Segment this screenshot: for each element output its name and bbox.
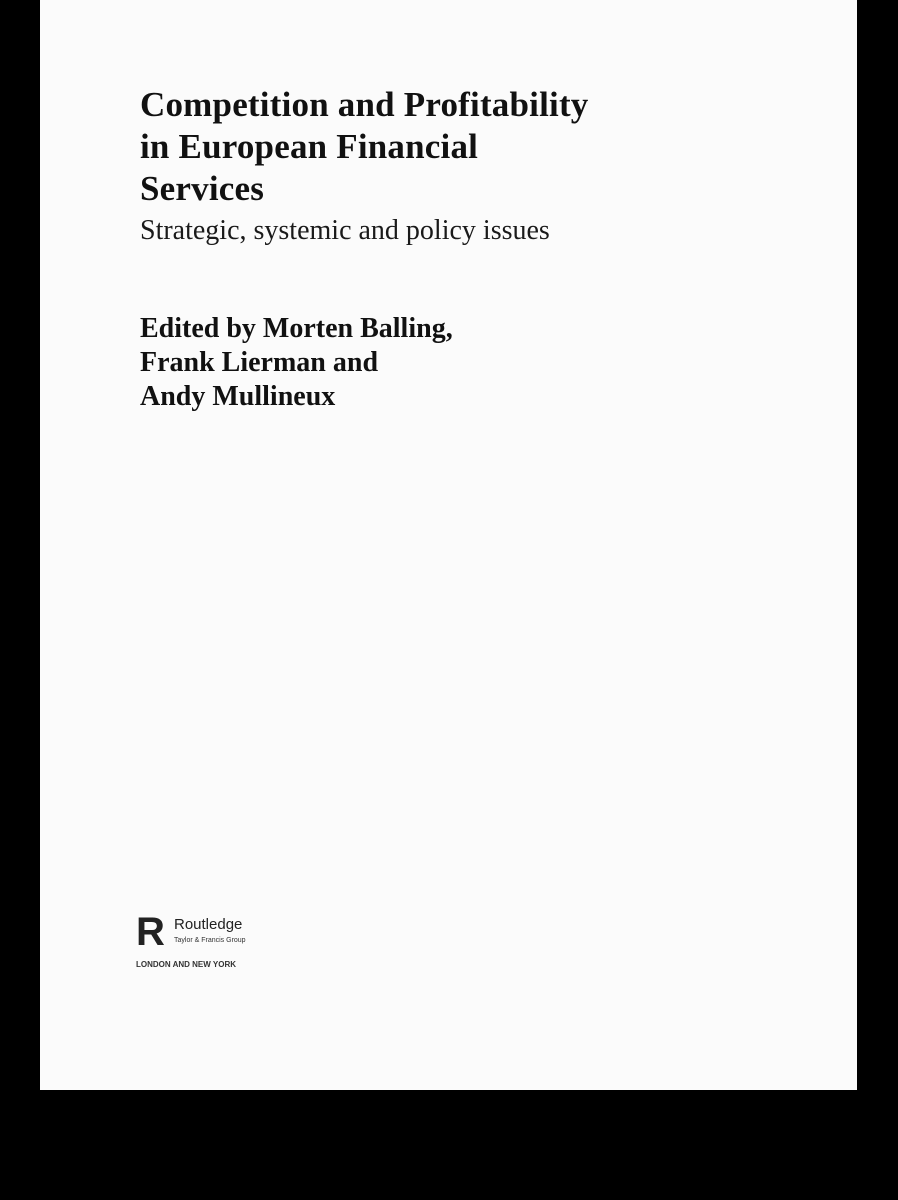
title-line: in European Financial	[140, 127, 479, 166]
title-line: Competition and Profitability	[140, 85, 589, 124]
book-subtitle: Strategic, systemic and policy issues	[140, 215, 550, 246]
publisher-imprint	[136, 912, 316, 974]
publisher-name: Routledge	[174, 916, 243, 933]
publisher-cities: LONDON AND NEW YORK	[136, 960, 236, 969]
editors	[140, 312, 453, 414]
editors-line: Andy Mullineux	[140, 381, 336, 412]
title-line: Services	[140, 169, 265, 208]
routledge-logo-icon: R	[136, 910, 165, 954]
publisher-group: Taylor & Francis Group	[174, 937, 246, 944]
editors-line: Frank Lierman and	[140, 347, 379, 378]
book-title	[140, 84, 589, 210]
title-page	[40, 0, 857, 1090]
editors-line: Edited by Morten Balling,	[140, 313, 453, 344]
